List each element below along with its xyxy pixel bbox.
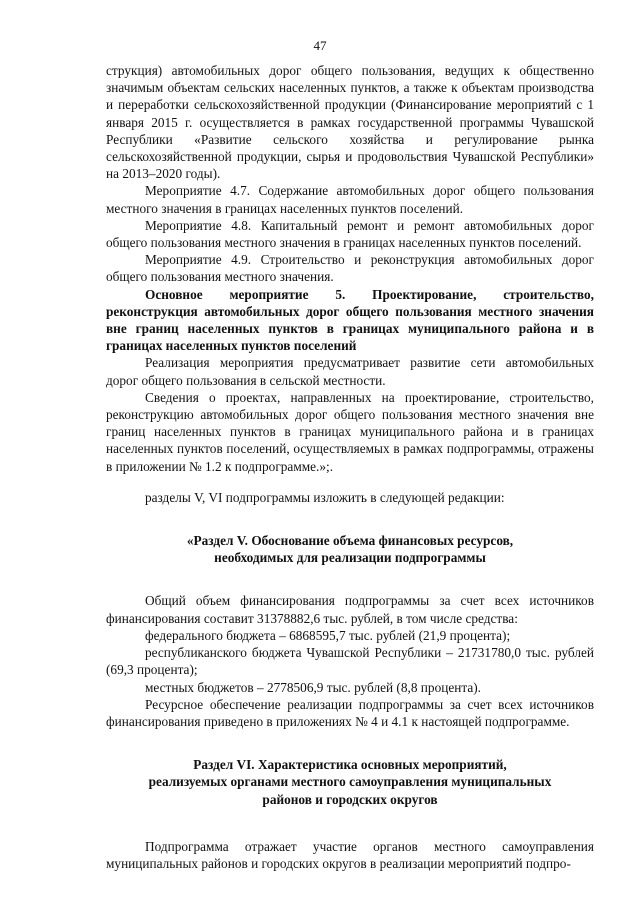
paragraph-total-funding: Общий объем финансирования подпрограммы за счет всех источников финансирования составит 31378882,6 тыс. рублей, в том числе средства: <box>106 593 594 626</box>
section-6-heading-line: реализуемых органами местного самоуправления муниципальных <box>148 774 552 790</box>
paragraph-main-measure-5: Основное мероприятие 5. Проектирование, строительство, реконструкция автомобильных дорог общего пользования местного значения вне границ населенных пунктов в границах муниципального района и в границах населенных пунктов поселений <box>106 286 594 354</box>
paragraph-local-budget: местных бюджетов – 2778506,9 тыс. рублей (8,8 процента). <box>145 679 481 695</box>
paragraph-measure-4-8: Мероприятие 4.8. Капитальный ремонт и ремонт автомобильных дорог общего пользования местного значения в границах населенных пунктов поселений. <box>106 217 594 251</box>
paragraph-republic-budget: республиканского бюджета Чувашской Республики – 21731780,0 тыс. рублей (69,3 процента); <box>106 645 594 678</box>
paragraph-subprogram-participation: Подпрограмма отражает участие органов местного самоуправления муниципальных районов и городских округов в реализации мероприятий подпро- <box>106 838 594 871</box>
paragraph-measure-4-7: Мероприятие 4.7. Содержание автомобильных дорог общего пользования местного значения в границах населенных пунктов поселений. <box>106 183 594 216</box>
section-5-heading <box>106 532 594 566</box>
paragraph-sections-intro: разделы V, VI подпрограммы изложить в следующей редакции: <box>145 489 505 505</box>
section-6-heading <box>106 756 594 808</box>
paragraph-continuation: струкция) автомобильных дорог общего пользования, ведущих к общественно значимым объектам сельских населенных пунктов, а также к объектам производства и переработки сельскохозяйственной продукции (Финансирование мероприятий с 1 января 2015 г. осуществляется в рамках государственной программы Чувашской Республики «Развитие сельского хозяйства и регулирование рынка сельскохозяйственной продукции, сырья и продовольствия Чувашской Республики» на 2013–2020 годы). <box>106 63 594 182</box>
paragraph-measure-4-9: Мероприятие 4.9. Строительство и реконструкция автомобильных дорог общего пользования местного значения. <box>106 252 594 285</box>
paragraph-federal-budget: федерального бюджета – 6868595,7 тыс. рублей (21,9 процента); <box>145 627 511 643</box>
paragraph-projects-info: Сведения о проектах, направленных на проектирование, строительство, реконструкцию автомобильных дорог общего пользования местного значения вне границ населенных пунктов в границах муниципального района и в границах населенных пунктов поселений, осуществляемых в рамках подпрограммы, отражены в приложении № 1.2 к подпрограмме.»;. <box>106 389 594 474</box>
paragraph-measure-5-description: Реализация мероприятия предусматривает развитие сети автомобильных дорог общего пользования в сельской местности. <box>106 355 594 388</box>
paragraph-resource-support: Ресурсное обеспечение реализации подпрограммы за счет всех источников финансирования приведено в приложениях № 4 и 4.1 к настоящей подпрограмме. <box>106 696 594 729</box>
section-6-heading-line: Раздел VI. Характеристика основных мероприятий, <box>193 757 507 773</box>
section-6-heading-line: районов и городских округов <box>262 791 438 807</box>
page-number: 47 <box>313 38 327 53</box>
section-5-heading-line: необходимых для реализации подпрограммы <box>214 550 486 566</box>
section-5-heading-line: «Раздел V. Обоснование объема финансовых ресурсов, <box>186 533 514 549</box>
document-body <box>106 62 594 872</box>
